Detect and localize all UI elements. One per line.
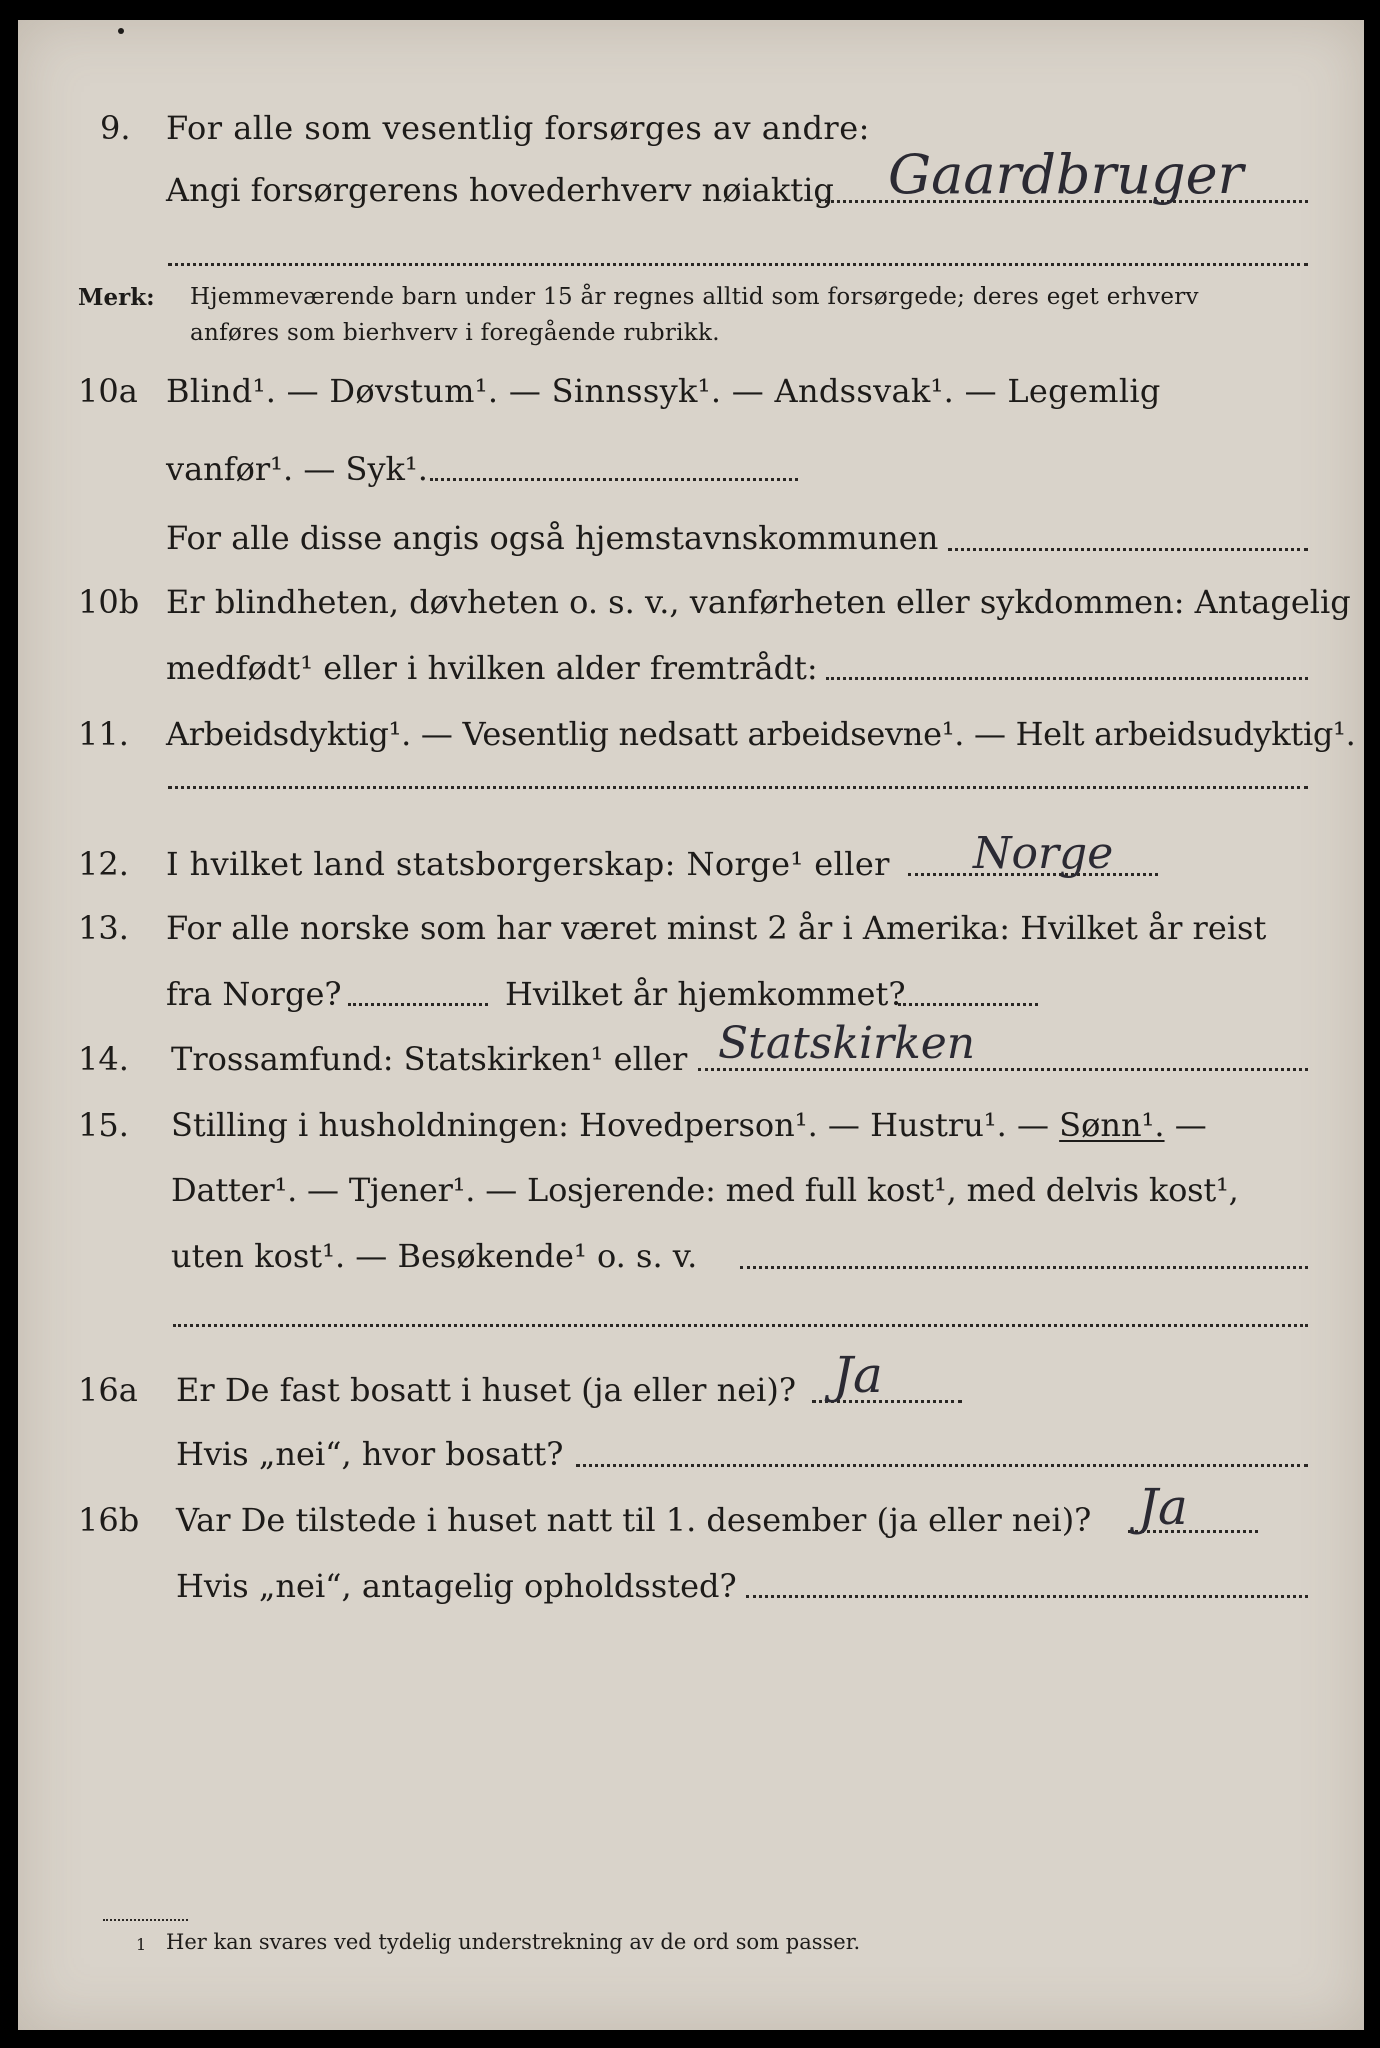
q10a-kommune-line xyxy=(948,548,1308,551)
q15-line3: uten kost¹. — Besøkende¹ o. s. v. xyxy=(171,1237,698,1275)
q14-line1: Trossamfund: Statskirken¹ eller xyxy=(171,1040,688,1078)
footnote-mark: 1 xyxy=(136,1935,147,1954)
q10b-line2: medfødt¹ eller i hvilken alder fremtrådt: xyxy=(166,649,818,687)
q16b-opholdssted-line xyxy=(746,1595,1308,1598)
q16a-line1: Er De fast bosatt i huset (ja eller nei)? xyxy=(176,1371,797,1409)
merk-line1: Hjemmeværende barn under 15 år regnes alltid som forsørgede; deres eget erhverv xyxy=(190,284,1199,310)
q16a-handwritten-answer: Ja xyxy=(833,1346,883,1404)
q10b-line1: Er blindheten, døvheten o. s. v., vanførheten eller sykdommen: Antagelig xyxy=(166,583,1351,621)
q16b-line1: Var De tilstede i huset natt til 1. desember (ja eller nei)? xyxy=(176,1501,1092,1539)
q15-son-underlined: Sønn¹. xyxy=(1059,1106,1165,1144)
q16b-line2: Hvis „nei“, antagelig opholdssted? xyxy=(176,1567,737,1605)
q15-line1-dash: — xyxy=(1174,1106,1207,1144)
q13-line1: For alle norske som har været minst 2 år i Amerika: Hvilket år reist xyxy=(166,909,1267,947)
q10b-number: 10b xyxy=(78,583,140,621)
q9-line1: For alle som vesentlig forsørges av andre: xyxy=(166,109,870,147)
q10a-line2: vanfør¹. — Syk¹. xyxy=(166,450,428,488)
q9-handwritten-answer: Gaardbruger xyxy=(888,143,1244,206)
q13-line2b: Hvilket år hjemkommet? xyxy=(505,975,906,1013)
census-form-page xyxy=(18,20,1364,2030)
q14-number: 14. xyxy=(78,1040,129,1078)
q9-line2: Angi forsørgerens hovederhverv nøiaktig xyxy=(166,171,834,209)
q16b-number: 16b xyxy=(78,1501,140,1539)
q15-blank-line xyxy=(173,1324,1308,1327)
q16b-handwritten-answer: Ja xyxy=(1138,1478,1188,1536)
merk-line2: anføres som bierhverv i foregående rubrikk. xyxy=(190,320,720,346)
q13-number: 13. xyxy=(78,909,129,947)
q16a-number: 16a xyxy=(78,1371,138,1409)
q16a-line2: Hvis „nei“, hvor bosatt? xyxy=(176,1435,564,1473)
q12-handwritten-answer: Norge xyxy=(973,828,1114,879)
ink-speck xyxy=(118,28,124,34)
q10b-answer-line xyxy=(826,677,1308,680)
q15-line1 xyxy=(171,1106,1207,1144)
q15-line2: Datter¹. — Tjener¹. — Losjerende: med full kost¹, med delvis kost¹, xyxy=(171,1171,1239,1209)
q13-hjemkommet-line xyxy=(898,1003,1038,1006)
q11-blank-line xyxy=(168,786,1308,789)
q12-number: 12. xyxy=(78,845,129,883)
q10a-line3: For alle disse angis også hjemstavnskommunen xyxy=(166,519,939,557)
q16a-bosatt-line xyxy=(576,1464,1308,1467)
q14-handwritten-answer: Statskirken xyxy=(718,1018,976,1069)
footnote-rule xyxy=(103,1919,188,1921)
q13-line2a: fra Norge? xyxy=(166,975,342,1013)
merk-label: Merk: xyxy=(78,284,155,311)
q11-line1: Arbeidsdyktig¹. — Vesentlig nedsatt arbeidsevne¹. — Helt arbeidsudyktig¹. xyxy=(166,715,1356,753)
q9-blank-line xyxy=(168,263,1308,266)
q15-line1-text: Stilling i husholdningen: Hovedperson¹. — Hustru¹. — xyxy=(171,1106,1049,1144)
q11-number: 11. xyxy=(78,715,129,753)
footnote-text: Her kan svares ved tydelig understrekning av de ord som passer. xyxy=(166,1930,861,1954)
q10a-syk-line xyxy=(430,478,798,481)
q15-number: 15. xyxy=(78,1106,129,1144)
q13-reist-line xyxy=(348,1003,488,1006)
q10a-line1: Blind¹. — Døvstum¹. — Sinnssyk¹. — Andssvak¹. — Legemlig xyxy=(166,372,1161,410)
q9-number: 9. xyxy=(100,109,131,147)
q10a-number: 10a xyxy=(78,372,138,410)
q15-besokende-line xyxy=(740,1266,1308,1269)
q12-line1: I hvilket land statsborgerskap: Norge¹ eller xyxy=(166,845,890,883)
